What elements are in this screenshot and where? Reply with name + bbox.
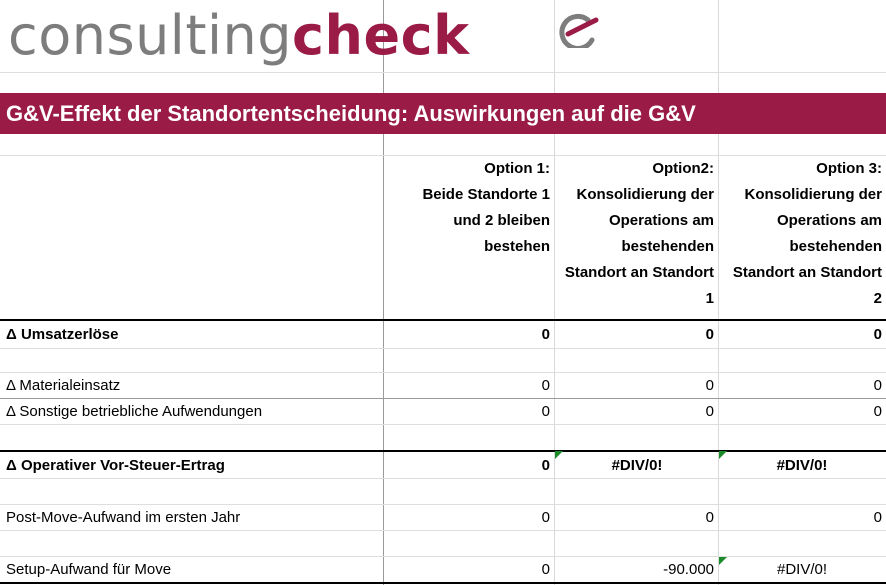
row-label-materialeinsatz[interactable]: Δ Materialeinsatz	[6, 377, 121, 394]
header-line: Konsolidierung der	[744, 186, 882, 203]
header-line: Beide Standorte 1	[422, 186, 550, 203]
table-cell[interactable]: 0	[541, 377, 550, 394]
table-cell[interactable]: #DIV/0!	[611, 457, 663, 474]
sheet-title[interactable]: G&V-Effekt der Standortentscheidung: Auswirkungen auf die G&V	[6, 101, 696, 126]
table-cell[interactable]: #DIV/0!	[776, 561, 828, 578]
table-cell[interactable]: 0	[541, 403, 550, 420]
table-cell[interactable]: 0	[541, 326, 550, 343]
table-cell[interactable]: 0	[541, 509, 550, 526]
header-line: Operations am	[776, 212, 882, 229]
comment-flag-icon[interactable]	[719, 451, 727, 459]
table-cell[interactable]: 0	[873, 403, 882, 420]
header-line: 1	[705, 290, 714, 307]
table-cell[interactable]: 0	[541, 561, 550, 578]
column-divider	[718, 0, 719, 585]
table-cell[interactable]: 0	[873, 509, 882, 526]
header-line: bestehenden	[621, 238, 714, 255]
comment-flag-icon[interactable]	[719, 557, 727, 565]
row-label-post-move-aufwand[interactable]: Post-Move-Aufwand im ersten Jahr	[6, 509, 241, 526]
header-line: Option2:	[652, 160, 714, 177]
table-cell[interactable]: 0	[541, 457, 550, 474]
header-line: Option 1:	[484, 160, 550, 177]
row-divider	[0, 348, 886, 349]
row-label-operativer-ertrag[interactable]: Δ Operativer Vor-Steuer-Ertrag	[6, 457, 225, 474]
column-divider	[383, 0, 384, 585]
comment-flag-icon[interactable]	[555, 451, 563, 459]
row-label-umsatzerloese[interactable]: Δ Umsatzerlöse	[6, 326, 119, 343]
header-line: 2	[873, 290, 882, 307]
column-header-option-3[interactable]	[720, 156, 882, 312]
table-cell[interactable]: 0	[705, 326, 714, 343]
header-line: Operations am	[608, 212, 714, 229]
table-cell[interactable]: 0	[705, 377, 714, 394]
header-line: Standort an Standort	[564, 264, 714, 281]
header-line: und 2 bleiben	[453, 212, 550, 229]
logo-text-check: check	[292, 4, 470, 67]
header-line: Standort an Standort	[732, 264, 882, 281]
row-label-setup-aufwand[interactable]: Setup-Aufwand für Move	[6, 561, 172, 578]
consultingcheck-logo	[8, 0, 470, 72]
header-line: Konsolidierung der	[576, 186, 714, 203]
table-cell[interactable]: 0	[705, 509, 714, 526]
header-line: Option 3:	[816, 160, 882, 177]
header-line: bestehenden	[789, 238, 882, 255]
table-cell[interactable]: #DIV/0!	[776, 457, 828, 474]
table-cell[interactable]: -90.000	[663, 561, 714, 578]
row-divider	[0, 319, 886, 321]
column-header-option-1[interactable]	[388, 156, 550, 260]
row-divider	[0, 450, 886, 452]
column-divider	[554, 0, 555, 585]
logo-mark-icon	[548, 12, 600, 48]
row-divider	[0, 72, 886, 73]
header-line: bestehen	[484, 238, 550, 255]
row-label-sonstige-aufwendungen[interactable]: Δ Sonstige betriebliche Aufwendungen	[6, 403, 263, 420]
table-cell[interactable]: 0	[705, 403, 714, 420]
column-header-option-2[interactable]	[556, 156, 714, 312]
table-cell[interactable]: 0	[873, 377, 882, 394]
table-cell[interactable]: 0	[873, 326, 882, 343]
logo-text-consulting: consulting	[8, 4, 292, 67]
